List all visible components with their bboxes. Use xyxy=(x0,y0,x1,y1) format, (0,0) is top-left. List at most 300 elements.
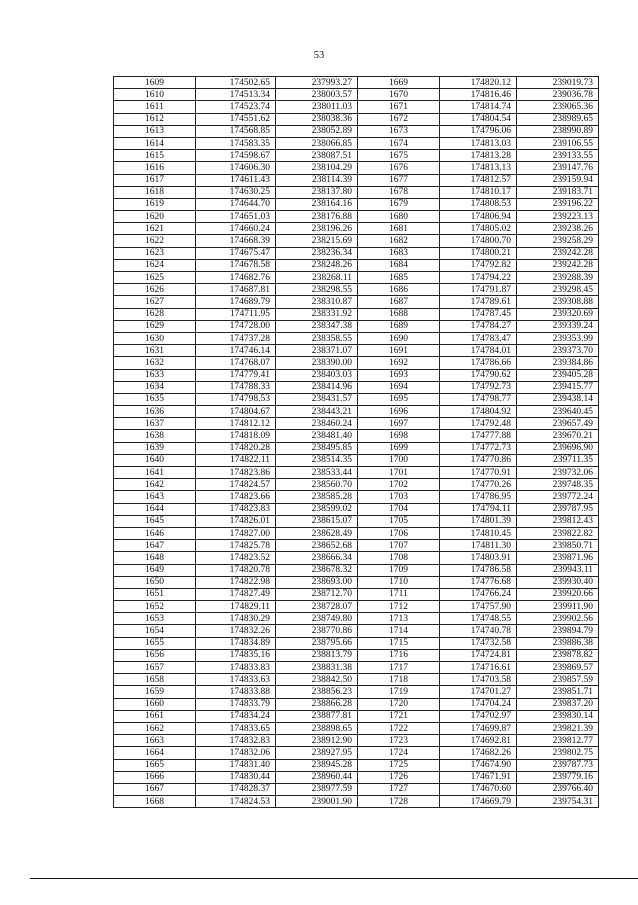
point-number-cell: 1636 xyxy=(114,406,196,418)
coordinates-table xyxy=(113,76,599,808)
point-number-cell: 1663 xyxy=(114,735,196,747)
table-row xyxy=(114,759,599,771)
x-coordinate-cell: 174796.06 xyxy=(440,125,517,137)
y-coordinate-cell: 238977.59 xyxy=(276,783,358,795)
point-number-cell: 1689 xyxy=(358,320,440,332)
point-number-cell: 1640 xyxy=(114,454,196,466)
table-row xyxy=(114,357,599,369)
x-coordinate-cell: 174806.94 xyxy=(440,211,517,223)
y-coordinate-cell: 238960.44 xyxy=(276,771,358,783)
point-number-cell: 1694 xyxy=(358,381,440,393)
y-coordinate-cell: 239822.82 xyxy=(517,527,599,539)
y-coordinate-cell: 239821.39 xyxy=(517,722,599,734)
x-coordinate-cell: 174792.82 xyxy=(440,259,517,271)
point-number-cell: 1707 xyxy=(358,540,440,552)
y-coordinate-cell: 238927.95 xyxy=(276,747,358,759)
point-number-cell: 1632 xyxy=(114,357,196,369)
x-coordinate-cell: 174523.74 xyxy=(196,101,276,113)
point-number-cell: 1671 xyxy=(358,101,440,113)
x-coordinate-cell: 174606.30 xyxy=(196,162,276,174)
x-coordinate-cell: 174786.58 xyxy=(440,564,517,576)
point-number-cell: 1679 xyxy=(358,198,440,210)
x-coordinate-cell: 174827.00 xyxy=(196,527,276,539)
x-coordinate-cell: 174768.07 xyxy=(196,357,276,369)
point-number-cell: 1727 xyxy=(358,783,440,795)
coordinates-table-body xyxy=(114,77,599,808)
point-number-cell: 1673 xyxy=(358,125,440,137)
x-coordinate-cell: 174699.87 xyxy=(440,722,517,734)
table-row xyxy=(114,393,599,405)
point-number-cell: 1617 xyxy=(114,174,196,186)
point-number-cell: 1610 xyxy=(114,89,196,101)
table-row xyxy=(114,527,599,539)
y-coordinate-cell: 238196.26 xyxy=(276,223,358,235)
y-coordinate-cell: 239373.70 xyxy=(517,345,599,357)
x-coordinate-cell: 174798.77 xyxy=(440,393,517,405)
y-coordinate-cell: 238615.07 xyxy=(276,515,358,527)
y-coordinate-cell: 239384.86 xyxy=(517,357,599,369)
y-coordinate-cell: 239339.24 xyxy=(517,320,599,332)
table-row xyxy=(114,454,599,466)
x-coordinate-cell: 174818.09 xyxy=(196,430,276,442)
point-number-cell: 1660 xyxy=(114,698,196,710)
point-number-cell: 1664 xyxy=(114,747,196,759)
x-coordinate-cell: 174813.28 xyxy=(440,150,517,162)
x-coordinate-cell: 174644.70 xyxy=(196,198,276,210)
y-coordinate-cell: 239869.57 xyxy=(517,662,599,674)
y-coordinate-cell: 238164.16 xyxy=(276,198,358,210)
x-coordinate-cell: 174692.81 xyxy=(440,735,517,747)
y-coordinate-cell: 239772.24 xyxy=(517,491,599,503)
point-number-cell: 1656 xyxy=(114,649,196,661)
x-coordinate-cell: 174786.95 xyxy=(440,491,517,503)
y-coordinate-cell: 238842.50 xyxy=(276,674,358,686)
x-coordinate-cell: 174824.57 xyxy=(196,479,276,491)
point-number-cell: 1621 xyxy=(114,223,196,235)
y-coordinate-cell: 239930.40 xyxy=(517,576,599,588)
point-number-cell: 1651 xyxy=(114,588,196,600)
point-number-cell: 1614 xyxy=(114,137,196,149)
x-coordinate-cell: 174784.27 xyxy=(440,320,517,332)
point-number-cell: 1624 xyxy=(114,259,196,271)
y-coordinate-cell: 238533.44 xyxy=(276,467,358,479)
y-coordinate-cell: 239242.28 xyxy=(517,259,599,271)
y-coordinate-cell: 238414.96 xyxy=(276,381,358,393)
y-coordinate-cell: 239242.28 xyxy=(517,247,599,259)
x-coordinate-cell: 174798.53 xyxy=(196,393,276,405)
point-number-cell: 1631 xyxy=(114,345,196,357)
x-coordinate-cell: 174829.11 xyxy=(196,601,276,613)
x-coordinate-cell: 174805.02 xyxy=(440,223,517,235)
y-coordinate-cell: 238358.55 xyxy=(276,332,358,344)
y-coordinate-cell: 239183.71 xyxy=(517,186,599,198)
x-coordinate-cell: 174812.57 xyxy=(440,174,517,186)
point-number-cell: 1687 xyxy=(358,296,440,308)
point-number-cell: 1684 xyxy=(358,259,440,271)
point-number-cell: 1714 xyxy=(358,625,440,637)
point-number-cell: 1717 xyxy=(358,662,440,674)
y-coordinate-cell: 238560.70 xyxy=(276,479,358,491)
point-number-cell: 1665 xyxy=(114,759,196,771)
x-coordinate-cell: 174800.21 xyxy=(440,247,517,259)
x-coordinate-cell: 174792.73 xyxy=(440,381,517,393)
y-coordinate-cell: 238856.23 xyxy=(276,686,358,698)
x-coordinate-cell: 174823.83 xyxy=(196,503,276,515)
y-coordinate-cell: 238514.35 xyxy=(276,454,358,466)
point-number-cell: 1706 xyxy=(358,527,440,539)
x-coordinate-cell: 174792.48 xyxy=(440,418,517,430)
x-coordinate-cell: 174831.40 xyxy=(196,759,276,771)
point-number-cell: 1698 xyxy=(358,430,440,442)
table-row xyxy=(114,783,599,795)
point-number-cell: 1680 xyxy=(358,211,440,223)
point-number-cell: 1627 xyxy=(114,296,196,308)
point-number-cell: 1613 xyxy=(114,125,196,137)
table-row xyxy=(114,552,599,564)
x-coordinate-cell: 174822.11 xyxy=(196,454,276,466)
point-number-cell: 1650 xyxy=(114,576,196,588)
y-coordinate-cell: 238877.81 xyxy=(276,710,358,722)
x-coordinate-cell: 174784.01 xyxy=(440,345,517,357)
point-number-cell: 1647 xyxy=(114,540,196,552)
x-coordinate-cell: 174823.52 xyxy=(196,552,276,564)
x-coordinate-cell: 174675.47 xyxy=(196,247,276,259)
table-row xyxy=(114,601,599,613)
y-coordinate-cell: 238176.88 xyxy=(276,211,358,223)
point-number-cell: 1728 xyxy=(358,796,440,808)
x-coordinate-cell: 174776.68 xyxy=(440,576,517,588)
x-coordinate-cell: 174816.46 xyxy=(440,89,517,101)
y-coordinate-cell: 239886.38 xyxy=(517,637,599,649)
y-coordinate-cell: 238990.89 xyxy=(517,125,599,137)
y-coordinate-cell: 239871.96 xyxy=(517,552,599,564)
point-number-cell: 1616 xyxy=(114,162,196,174)
x-coordinate-cell: 174808.53 xyxy=(440,198,517,210)
y-coordinate-cell: 238443.21 xyxy=(276,406,358,418)
x-coordinate-cell: 174770.91 xyxy=(440,467,517,479)
y-coordinate-cell: 238831.38 xyxy=(276,662,358,674)
point-number-cell: 1718 xyxy=(358,674,440,686)
point-number-cell: 1701 xyxy=(358,467,440,479)
point-number-cell: 1642 xyxy=(114,479,196,491)
table-row xyxy=(114,308,599,320)
point-number-cell: 1716 xyxy=(358,649,440,661)
table-row xyxy=(114,381,599,393)
point-number-cell: 1695 xyxy=(358,393,440,405)
y-coordinate-cell: 239657.49 xyxy=(517,418,599,430)
point-number-cell: 1719 xyxy=(358,686,440,698)
y-coordinate-cell: 238628.49 xyxy=(276,527,358,539)
y-coordinate-cell: 239943.11 xyxy=(517,564,599,576)
point-number-cell: 1704 xyxy=(358,503,440,515)
page-number: 53 xyxy=(313,50,325,61)
point-number-cell: 1623 xyxy=(114,247,196,259)
y-coordinate-cell: 239696.90 xyxy=(517,442,599,454)
point-number-cell: 1677 xyxy=(358,174,440,186)
y-coordinate-cell: 238945.28 xyxy=(276,759,358,771)
y-coordinate-cell: 239288.39 xyxy=(517,272,599,284)
table-row xyxy=(114,77,599,89)
table-row xyxy=(114,247,599,259)
point-number-cell: 1628 xyxy=(114,308,196,320)
y-coordinate-cell: 239298.45 xyxy=(517,284,599,296)
point-number-cell: 1725 xyxy=(358,759,440,771)
point-number-cell: 1637 xyxy=(114,418,196,430)
table-row xyxy=(114,332,599,344)
y-coordinate-cell: 238268.11 xyxy=(276,272,358,284)
point-number-cell: 1652 xyxy=(114,601,196,613)
point-number-cell: 1609 xyxy=(114,77,196,89)
y-coordinate-cell: 238137.80 xyxy=(276,186,358,198)
point-number-cell: 1633 xyxy=(114,369,196,381)
y-coordinate-cell: 238678.32 xyxy=(276,564,358,576)
table-row xyxy=(114,272,599,284)
x-coordinate-cell: 174789.61 xyxy=(440,296,517,308)
table-row xyxy=(114,174,599,186)
x-coordinate-cell: 174687.81 xyxy=(196,284,276,296)
point-number-cell: 1653 xyxy=(114,613,196,625)
table-row xyxy=(114,198,599,210)
table-row xyxy=(114,625,599,637)
x-coordinate-cell: 174770.86 xyxy=(440,454,517,466)
y-coordinate-cell: 238114.39 xyxy=(276,174,358,186)
table-row xyxy=(114,369,599,381)
y-coordinate-cell: 238866.28 xyxy=(276,698,358,710)
point-number-cell: 1726 xyxy=(358,771,440,783)
x-coordinate-cell: 174833.88 xyxy=(196,686,276,698)
y-coordinate-cell: 239640.45 xyxy=(517,406,599,418)
y-coordinate-cell: 238770.86 xyxy=(276,625,358,637)
point-number-cell: 1688 xyxy=(358,308,440,320)
y-coordinate-cell: 238390.00 xyxy=(276,357,358,369)
table-row xyxy=(114,430,599,442)
x-coordinate-cell: 174834.24 xyxy=(196,710,276,722)
table-row xyxy=(114,150,599,162)
x-coordinate-cell: 174611.43 xyxy=(196,174,276,186)
y-coordinate-cell: 239320.69 xyxy=(517,308,599,320)
y-coordinate-cell: 239920.66 xyxy=(517,588,599,600)
table-row xyxy=(114,479,599,491)
table-row xyxy=(114,125,599,137)
table-row xyxy=(114,406,599,418)
table-row xyxy=(114,576,599,588)
y-coordinate-cell: 239415.77 xyxy=(517,381,599,393)
point-number-cell: 1618 xyxy=(114,186,196,198)
y-coordinate-cell: 238248.26 xyxy=(276,259,358,271)
y-coordinate-cell: 238347.38 xyxy=(276,320,358,332)
y-coordinate-cell: 239857.59 xyxy=(517,674,599,686)
table-row xyxy=(114,467,599,479)
x-coordinate-cell: 174651.03 xyxy=(196,211,276,223)
y-coordinate-cell: 238403.03 xyxy=(276,369,358,381)
x-coordinate-cell: 174772.73 xyxy=(440,442,517,454)
point-number-cell: 1691 xyxy=(358,345,440,357)
x-coordinate-cell: 174812.12 xyxy=(196,418,276,430)
x-coordinate-cell: 174814.74 xyxy=(440,101,517,113)
table-row xyxy=(114,735,599,747)
x-coordinate-cell: 174777.88 xyxy=(440,430,517,442)
x-coordinate-cell: 174830.29 xyxy=(196,613,276,625)
y-coordinate-cell: 238003.57 xyxy=(276,89,358,101)
point-number-cell: 1724 xyxy=(358,747,440,759)
x-coordinate-cell: 174833.83 xyxy=(196,662,276,674)
footer-rule xyxy=(30,878,638,879)
y-coordinate-cell: 239711.35 xyxy=(517,454,599,466)
point-number-cell: 1678 xyxy=(358,186,440,198)
x-coordinate-cell: 174787.45 xyxy=(440,308,517,320)
x-coordinate-cell: 174671.91 xyxy=(440,771,517,783)
point-number-cell: 1661 xyxy=(114,710,196,722)
point-number-cell: 1666 xyxy=(114,771,196,783)
y-coordinate-cell: 239911.90 xyxy=(517,601,599,613)
y-coordinate-cell: 239837.20 xyxy=(517,698,599,710)
point-number-cell: 1667 xyxy=(114,783,196,795)
point-number-cell: 1626 xyxy=(114,284,196,296)
table-row xyxy=(114,503,599,515)
x-coordinate-cell: 174513.34 xyxy=(196,89,276,101)
x-coordinate-cell: 174678.58 xyxy=(196,259,276,271)
table-row xyxy=(114,345,599,357)
y-coordinate-cell: 238052.89 xyxy=(276,125,358,137)
y-coordinate-cell: 238215.69 xyxy=(276,235,358,247)
y-coordinate-cell: 238652.68 xyxy=(276,540,358,552)
table-row xyxy=(114,588,599,600)
y-coordinate-cell: 239438.14 xyxy=(517,393,599,405)
table-row xyxy=(114,186,599,198)
point-number-cell: 1635 xyxy=(114,393,196,405)
point-number-cell: 1612 xyxy=(114,113,196,125)
point-number-cell: 1638 xyxy=(114,430,196,442)
point-number-cell: 1649 xyxy=(114,564,196,576)
point-number-cell: 1709 xyxy=(358,564,440,576)
y-coordinate-cell: 238331.92 xyxy=(276,308,358,320)
x-coordinate-cell: 174737.28 xyxy=(196,332,276,344)
y-coordinate-cell: 239754.31 xyxy=(517,796,599,808)
x-coordinate-cell: 174832.83 xyxy=(196,735,276,747)
x-coordinate-cell: 174682.76 xyxy=(196,272,276,284)
point-number-cell: 1641 xyxy=(114,467,196,479)
point-number-cell: 1720 xyxy=(358,698,440,710)
y-coordinate-cell: 239159.94 xyxy=(517,174,599,186)
table-row xyxy=(114,491,599,503)
x-coordinate-cell: 174668.39 xyxy=(196,235,276,247)
x-coordinate-cell: 174757.90 xyxy=(440,601,517,613)
point-number-cell: 1708 xyxy=(358,552,440,564)
x-coordinate-cell: 174820.12 xyxy=(440,77,517,89)
x-coordinate-cell: 174810.17 xyxy=(440,186,517,198)
table-row xyxy=(114,442,599,454)
table-row xyxy=(114,101,599,113)
y-coordinate-cell: 238371.07 xyxy=(276,345,358,357)
y-coordinate-cell: 239670.21 xyxy=(517,430,599,442)
point-number-cell: 1675 xyxy=(358,150,440,162)
y-coordinate-cell: 239830.14 xyxy=(517,710,599,722)
y-coordinate-cell: 239902.56 xyxy=(517,613,599,625)
x-coordinate-cell: 174702.97 xyxy=(440,710,517,722)
table-row xyxy=(114,722,599,734)
y-coordinate-cell: 239036.78 xyxy=(517,89,599,101)
x-coordinate-cell: 174803.91 xyxy=(440,552,517,564)
y-coordinate-cell: 239308.88 xyxy=(517,296,599,308)
table-row xyxy=(114,137,599,149)
point-number-cell: 1620 xyxy=(114,211,196,223)
table-row xyxy=(114,320,599,332)
x-coordinate-cell: 174800.70 xyxy=(440,235,517,247)
point-number-cell: 1715 xyxy=(358,637,440,649)
point-number-cell: 1702 xyxy=(358,479,440,491)
y-coordinate-cell: 239238.26 xyxy=(517,223,599,235)
y-coordinate-cell: 238460.24 xyxy=(276,418,358,430)
point-number-cell: 1639 xyxy=(114,442,196,454)
table-row xyxy=(114,540,599,552)
y-coordinate-cell: 238898.65 xyxy=(276,722,358,734)
x-coordinate-cell: 174689.79 xyxy=(196,296,276,308)
point-number-cell: 1654 xyxy=(114,625,196,637)
point-number-cell: 1634 xyxy=(114,381,196,393)
point-number-cell: 1625 xyxy=(114,272,196,284)
y-coordinate-cell: 239894.79 xyxy=(517,625,599,637)
table-row xyxy=(114,284,599,296)
x-coordinate-cell: 174820.78 xyxy=(196,564,276,576)
y-coordinate-cell: 238728.07 xyxy=(276,601,358,613)
point-number-cell: 1648 xyxy=(114,552,196,564)
point-number-cell: 1682 xyxy=(358,235,440,247)
x-coordinate-cell: 174813.13 xyxy=(440,162,517,174)
point-number-cell: 1662 xyxy=(114,722,196,734)
y-coordinate-cell: 239787.95 xyxy=(517,503,599,515)
y-coordinate-cell: 238298.55 xyxy=(276,284,358,296)
point-number-cell: 1683 xyxy=(358,247,440,259)
x-coordinate-cell: 174779.41 xyxy=(196,369,276,381)
x-coordinate-cell: 174826.01 xyxy=(196,515,276,527)
table-row xyxy=(114,771,599,783)
point-number-cell: 1713 xyxy=(358,613,440,625)
y-coordinate-cell: 237993.27 xyxy=(276,77,358,89)
x-coordinate-cell: 174732.58 xyxy=(440,637,517,649)
x-coordinate-cell: 174823.66 xyxy=(196,491,276,503)
x-coordinate-cell: 174746.14 xyxy=(196,345,276,357)
y-coordinate-cell: 239766.40 xyxy=(517,783,599,795)
point-number-cell: 1711 xyxy=(358,588,440,600)
point-number-cell: 1645 xyxy=(114,515,196,527)
point-number-cell: 1710 xyxy=(358,576,440,588)
x-coordinate-cell: 174804.67 xyxy=(196,406,276,418)
y-coordinate-cell: 239106.55 xyxy=(517,137,599,149)
x-coordinate-cell: 174824.53 xyxy=(196,796,276,808)
table-row xyxy=(114,796,599,808)
x-coordinate-cell: 174835.16 xyxy=(196,649,276,661)
table-row xyxy=(114,515,599,527)
y-coordinate-cell: 238495.85 xyxy=(276,442,358,454)
y-coordinate-cell: 239779.16 xyxy=(517,771,599,783)
x-coordinate-cell: 174833.63 xyxy=(196,674,276,686)
x-coordinate-cell: 174833.79 xyxy=(196,698,276,710)
y-coordinate-cell: 238813.79 xyxy=(276,649,358,661)
y-coordinate-cell: 238481.40 xyxy=(276,430,358,442)
table-row xyxy=(114,662,599,674)
table-row xyxy=(114,162,599,174)
table-row xyxy=(114,211,599,223)
x-coordinate-cell: 174783.47 xyxy=(440,332,517,344)
x-coordinate-cell: 174770.26 xyxy=(440,479,517,491)
x-coordinate-cell: 174828.37 xyxy=(196,783,276,795)
point-number-cell: 1629 xyxy=(114,320,196,332)
x-coordinate-cell: 174728.00 xyxy=(196,320,276,332)
y-coordinate-cell: 238087.51 xyxy=(276,150,358,162)
point-number-cell: 1681 xyxy=(358,223,440,235)
x-coordinate-cell: 174716.61 xyxy=(440,662,517,674)
x-coordinate-cell: 174502.65 xyxy=(196,77,276,89)
